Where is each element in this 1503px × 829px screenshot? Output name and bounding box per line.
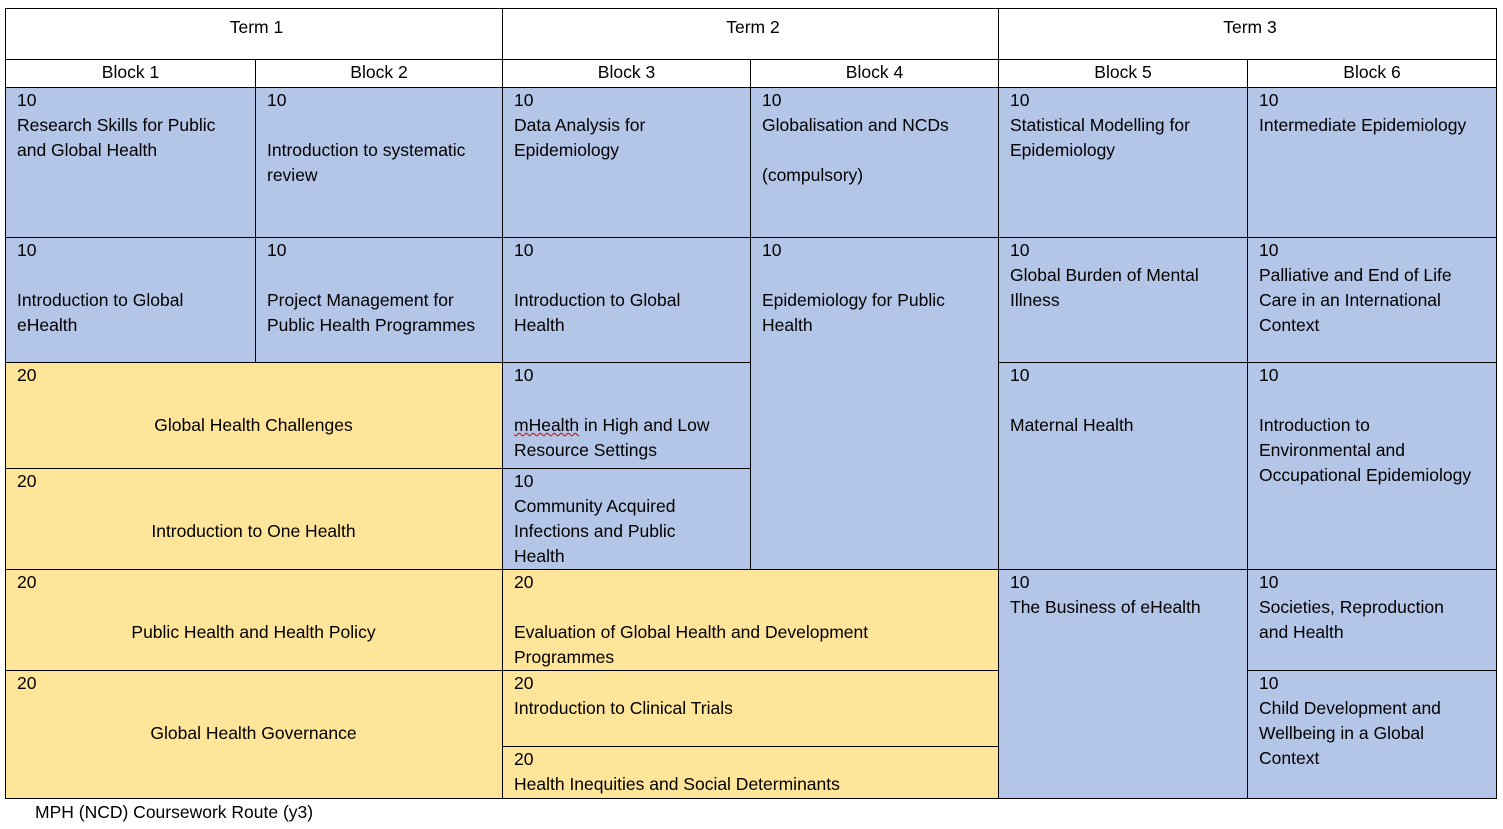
module-credits: 10 [1259, 90, 1279, 110]
module-cell [502, 87, 751, 238]
module-title: Evaluation of Global Health and Development Programmes [514, 622, 869, 667]
module-title: Research Skills for Public and Global Health [17, 115, 216, 160]
module-cell [1247, 670, 1497, 799]
module-title: Introduction to Clinical Trials [514, 698, 733, 718]
module-title-rest: in High and Low Resource Settings [514, 415, 710, 460]
module-cell [998, 569, 1248, 799]
module-cell [255, 87, 503, 238]
term-header-3: Term 3 [998, 8, 1497, 60]
module-title: Project Management for Public Health Programmes [267, 290, 476, 335]
module-cell [5, 87, 256, 238]
module-title: Introduction to One Health [151, 521, 356, 541]
module-cell [502, 468, 751, 570]
module-cell [1247, 87, 1497, 238]
module-credits: 20 [514, 673, 534, 693]
module-title: Introduction to Global eHealth [17, 290, 184, 335]
module-credits: 10 [1259, 365, 1279, 385]
module-cell [255, 237, 503, 363]
block-header-2: Block 2 [255, 59, 503, 88]
module-credits: 10 [17, 240, 37, 260]
module-title: Palliative and End of Life Care in an International Context [1259, 265, 1452, 335]
module-title: Public Health and Health Policy [131, 622, 376, 642]
spellcheck-flagged-word: mHealth [514, 415, 580, 435]
module-credits: 20 [514, 572, 534, 592]
module-title: Community Acquired Infections and Public Health [514, 496, 676, 566]
module-credits: 20 [514, 749, 534, 769]
module-credits: 20 [17, 673, 37, 693]
module-cell [5, 468, 503, 570]
module-title: Statistical Modelling for Epidemiology [1010, 115, 1190, 160]
module-credits: 10 [1259, 572, 1279, 592]
module-credits: 10 [267, 90, 287, 110]
module-cell [5, 569, 503, 671]
module-credits: 10 [762, 240, 782, 260]
module-cell [502, 746, 999, 799]
block-header-3: Block 3 [502, 59, 751, 88]
module-cell [502, 670, 999, 747]
module-title: Maternal Health [1010, 415, 1134, 435]
module-cell [998, 87, 1248, 238]
module-cell [502, 569, 999, 671]
module-credits: 20 [17, 471, 37, 491]
module-title: Globalisation and NCDs (compulsory) [762, 115, 949, 185]
module-cell [5, 237, 256, 363]
term-header-1: Term 1 [5, 8, 503, 60]
module-credits: 10 [514, 365, 534, 385]
module-credits: 10 [1010, 240, 1030, 260]
module-title: Global Health Governance [150, 723, 357, 743]
block-header-1: Block 1 [5, 59, 256, 88]
module-credits: 10 [514, 240, 534, 260]
module-credits: 10 [1010, 365, 1030, 385]
module-cell [502, 237, 751, 363]
module-title: Introduction to Environmental and Occupational Epidemiology [1259, 415, 1472, 485]
module-title: Societies, Reproduction and Health [1259, 597, 1444, 642]
module-cell [998, 237, 1248, 363]
module-title: Global Burden of Mental Illness [1010, 265, 1199, 310]
module-title [514, 388, 744, 463]
module-credits: 10 [1010, 90, 1030, 110]
block-header-4: Block 4 [750, 59, 999, 88]
module-title: Introduction to Global Health [514, 290, 681, 335]
module-cell [750, 87, 999, 238]
term-header-2: Term 2 [502, 8, 999, 60]
module-credits: 10 [514, 471, 534, 491]
module-title: Data Analysis for Epidemiology [514, 115, 646, 160]
module-credits: 10 [762, 90, 782, 110]
module-credits: 10 [514, 90, 534, 110]
module-title: Epidemiology for Public Health [762, 290, 945, 335]
module-cell [1247, 362, 1497, 570]
module-credits: 10 [1259, 673, 1279, 693]
module-cell [502, 362, 751, 469]
module-title: Introduction to systematic review [267, 140, 466, 185]
module-title: Child Development and Wellbeing in a Global Context [1259, 698, 1441, 768]
table-caption: MPH (NCD) Coursework Route (y3) [35, 802, 314, 822]
module-cell [998, 362, 1248, 570]
module-credits: 10 [1259, 240, 1279, 260]
module-cell [5, 670, 503, 799]
module-credits: 10 [17, 90, 37, 110]
block-header-6: Block 6 [1247, 59, 1497, 88]
module-cell [750, 237, 999, 570]
module-title: Global Health Challenges [154, 415, 353, 435]
module-title: The Business of eHealth [1010, 597, 1201, 617]
module-cell [5, 362, 503, 469]
module-cell [1247, 237, 1497, 363]
module-credits: 10 [267, 240, 287, 260]
module-cell [1247, 569, 1497, 671]
module-title: Intermediate Epidemiology [1259, 115, 1467, 135]
module-title: Health Inequities and Social Determinants [514, 774, 840, 794]
module-credits: 10 [1010, 572, 1030, 592]
block-header-5: Block 5 [998, 59, 1248, 88]
module-credits: 20 [17, 365, 37, 385]
module-credits: 20 [17, 572, 37, 592]
